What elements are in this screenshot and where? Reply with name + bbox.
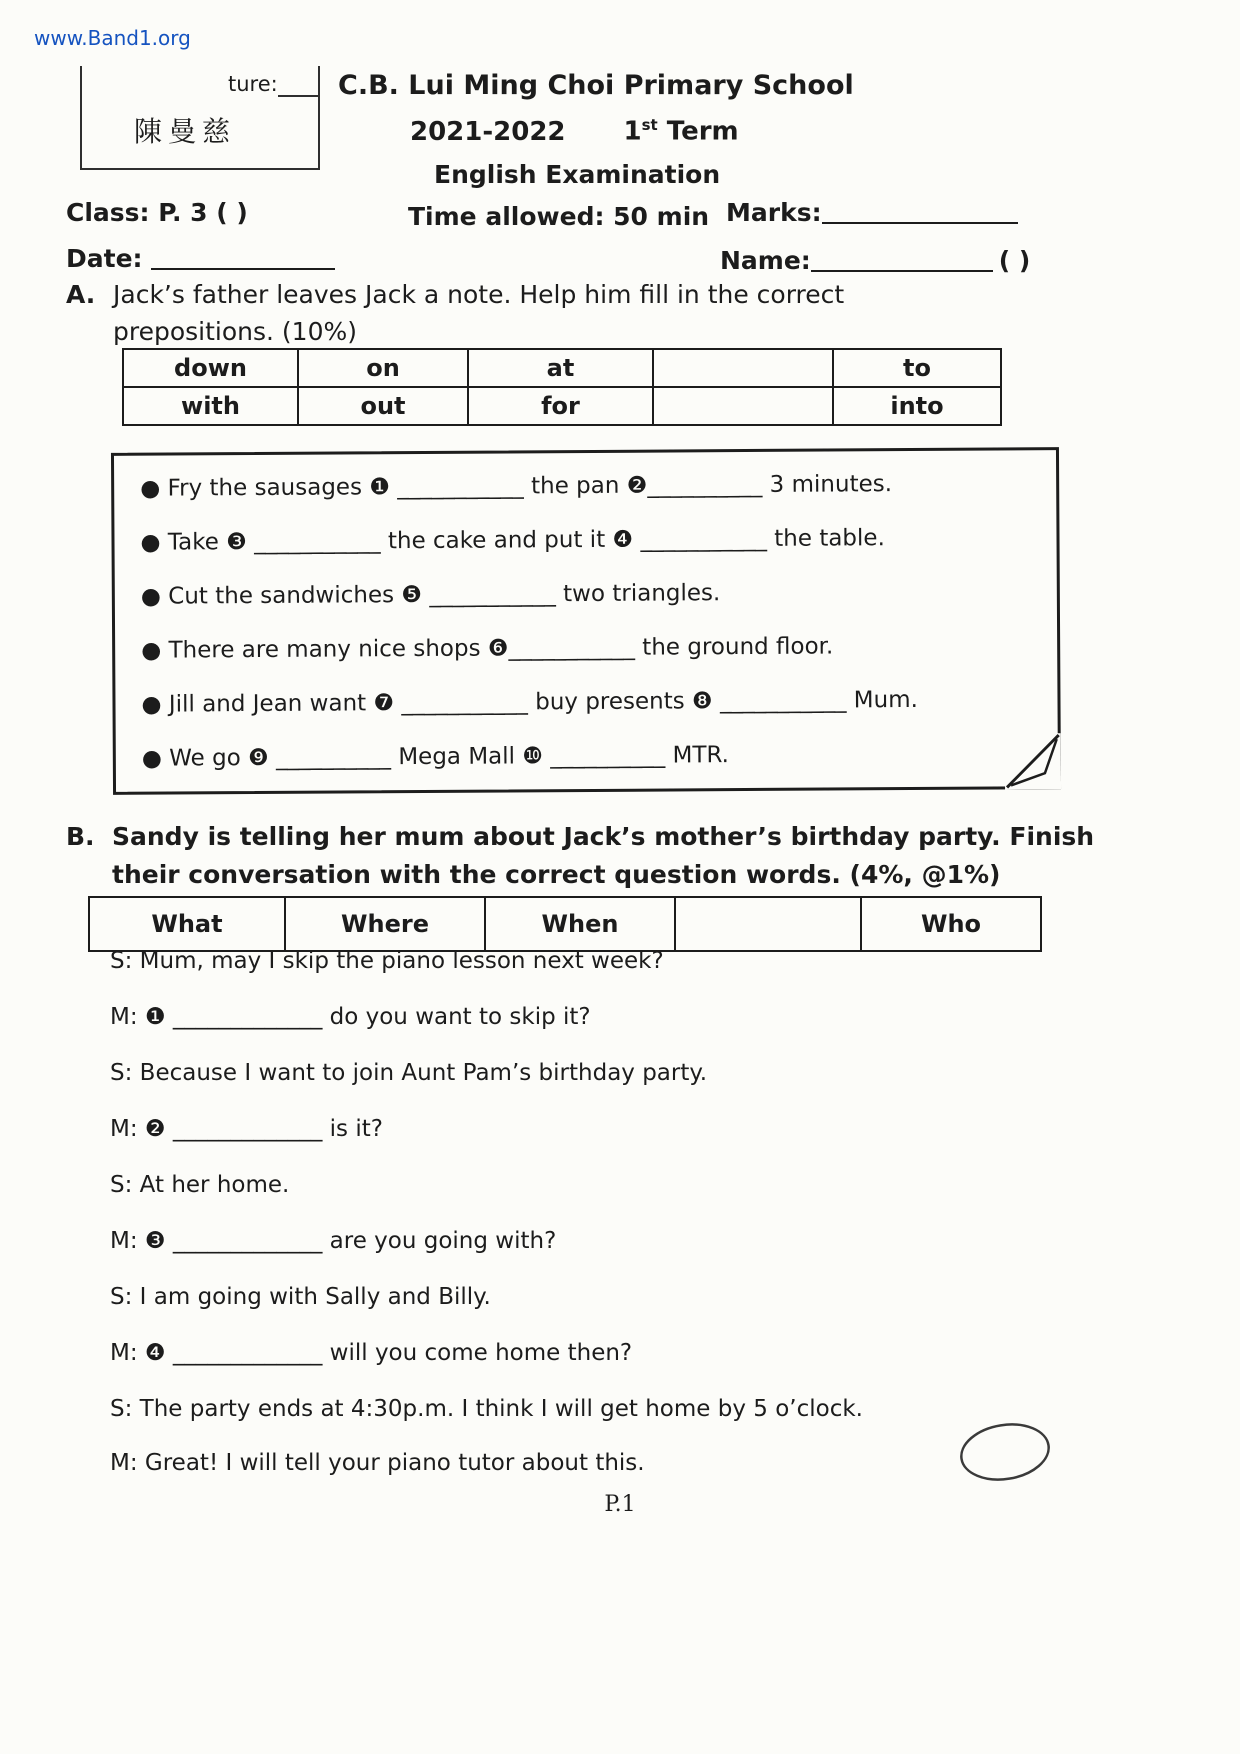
note-line: ● There are many nice shops ❻___________ the ground floor. [141,633,834,664]
date-label: Date: [66,244,143,273]
name-class-number-parens: ( ) [998,246,1031,275]
word-bank-cell: for [468,387,653,425]
word-bank-cell: on [298,349,468,387]
word-bank-cell: out [298,387,468,425]
date-field [66,244,335,273]
name-label: Name: [720,246,811,275]
signature-label: ture: [228,72,278,96]
year-term-line [410,116,739,147]
word-bank-row [89,897,1041,951]
section-a-instruction-line1: Jack’s father leaves Jack a note. Help him fill in the correct [113,280,845,309]
word-bank-cell: into [833,387,1001,425]
dialogue-line: S: I am going with Sally and Billy. [110,1284,491,1310]
dialogue-line: S: At her home. [110,1172,290,1198]
dialogue-line: M: ❷ _____________ is it? [110,1116,383,1142]
word-bank-cell: with [123,387,298,425]
exam-title: English Examination [434,160,721,189]
section-b-label: B. [66,822,95,851]
section-a-word-bank [122,348,1002,426]
time-allowed: Time allowed: 50 min [408,202,710,231]
word-bank-cell: Who [861,897,1041,951]
term-word: Term [666,116,739,147]
section-b-instruction-line2: their conversation with the correct question words. (4%, @1%) [112,860,1001,889]
dialogue-line: M: ❸ _____________ are you going with? [110,1228,557,1254]
section-a-instruction-line2: prepositions. (10%) [113,317,357,346]
page-number: P.1 [604,1492,636,1517]
name-field [720,246,1030,275]
note-line: ● Jill and Jean want ❼ ___________ buy presents ❽ ___________ Mum. [141,686,918,718]
note-line: ● Take ❸ ___________ the cake and put it ❹ ___________ the table. [140,525,885,556]
dialogue-line: S: Mum, may I skip the piano lesson next week? [110,948,664,974]
folded-corner [1005,733,1061,789]
name-blank-line [811,247,993,272]
word-bank-cell [653,349,833,387]
word-bank-cell: When [485,897,675,951]
word-bank-row [123,349,1001,387]
school-name: C.B. Lui Ming Choi Primary School [338,70,854,101]
note-box [111,447,1061,795]
marks-label: Marks: [726,198,822,227]
class-field: Class: P. 3 ( ) [66,198,248,227]
dialogue-line: M: ❶ _____________ do you want to skip it? [110,1004,591,1030]
note-line: ● Fry the sausages ❶ ___________ the pan ❷__________ 3 minutes. [140,471,893,502]
signature-box [80,66,320,170]
signature-line [278,83,318,97]
word-bank-cell: down [123,349,298,387]
word-bank-cell [675,897,861,951]
handwritten-name: 陳曼慈 [134,115,237,148]
term-ordinal-suffix: st [641,116,658,134]
section-b-instruction-line1: Sandy is telling her mum about Jack’s mother’s birthday party. Finish [112,822,1095,851]
word-bank-cell: at [468,349,653,387]
pen-mark-ellipse [955,1416,1055,1488]
dialogue-line: M: Great! I will tell your piano tutor about this. [110,1450,645,1476]
section-b-word-bank [88,896,1042,952]
word-bank-cell [653,387,833,425]
signature-row [82,74,318,97]
note-line: ● We go ❾ __________ Mega Mall ❿ __________ MTR. [141,742,730,772]
dialogue-line: M: ❹ _____________ will you come home then? [110,1340,633,1366]
term-number: 1 [623,116,642,147]
school-year: 2021-2022 [410,116,566,147]
word-bank-cell: What [89,897,285,951]
word-bank-cell: Where [285,897,485,951]
marks-blank-line [822,199,1018,224]
date-blank-line [151,245,335,270]
section-a-label: A. [66,280,96,309]
note-line: ● Cut the sandwiches ❺ ___________ two triangles. [140,580,721,610]
dialogue-line: S: The party ends at 4:30p.m. I think I will get home by 5 o’clock. [110,1396,863,1422]
marks-field [726,198,1018,227]
site-watermark: www.Band1.org [34,26,191,50]
word-bank-cell: to [833,349,1001,387]
dialogue-line: S: Because I want to join Aunt Pam’s birthday party. [110,1060,708,1086]
word-bank-row [123,387,1001,425]
